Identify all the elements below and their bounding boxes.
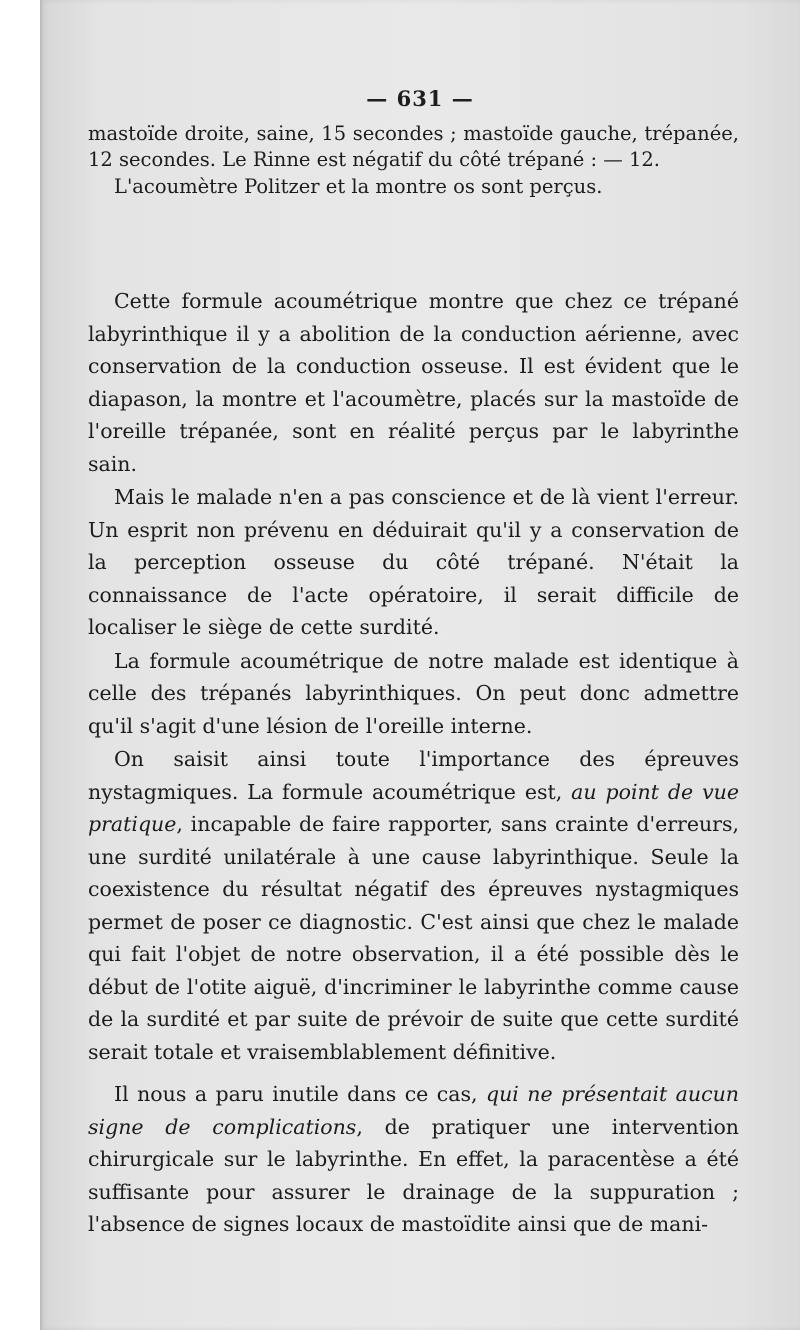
italic-phrase: qui ne présentait aucun signe de complications xyxy=(88,1082,739,1139)
paragraph-nystagmic-tests xyxy=(88,743,739,1068)
text-run: , de pratiquer une intervention chirurgicale sur le labyrinthe. En effet, la paracentèse a été suffisante pour assurer le drainage de la suppuration ; l'absence de signes locaux de mastoïdite ainsi que de mani- xyxy=(88,1114,739,1236)
paragraph-formula: Cette formule acoumétrique montre que chez ce trépané labyrinthique il y a abolition de la conduction aérienne, avec conservation de la conduction osseuse. Il est évident que le diapason, la montre et l'acoumètre, placés sur la mastoïde de l'oreille trépanée, sont en réalité perçus par le labyrinthe sain. xyxy=(88,289,739,476)
paragraph-acoumeter: L'acoumètre Politzer et la montre os sont perçus. xyxy=(114,175,603,198)
text-block-top xyxy=(88,121,739,200)
text-run: Il nous a paru inutile dans ce cas, xyxy=(114,1082,486,1106)
paragraph-identical-formula: La formule acoumétrique de notre malade est identique à celle des trépanés labyrinthiques. On peut donc admettre qu'il s'agit d'une lésion de l'oreille interne. xyxy=(88,648,739,738)
italic-phrase: au point de vue pratique xyxy=(88,779,739,836)
text-run: On saisit ainsi toute l'importance des épreuves nystagmiques. La formule acoumétrique est, xyxy=(88,747,739,804)
book-page xyxy=(40,0,800,1330)
text-block-bottom xyxy=(88,1078,739,1241)
text-block-main xyxy=(88,285,739,1068)
text-run: , incapable de faire rapporter, sans crainte d'erreurs, une surdité unilatérale à une cause labyrinthique. Seule la coexistence du résultat négatif des épreuves nystagmiques permet de poser ce diagnostic. C'est ainsi que chez le malade qui fait l'objet de notre observation, il a été possible dès le début de l'otite aiguë, d'incriminer le labyrinthe comme cause de la surdité et par suite de prévoir de suite que cette surdité serait totale et vraisemblablement définitive. xyxy=(88,812,739,1064)
paragraph-result-continuation: mastoïde droite, saine, 15 secondes ; mastoïde gauche, trépanée, 12 secondes. Le Rinne est négatif du côté trépané : — 12. xyxy=(88,122,739,171)
page-number-header: — 631 — xyxy=(366,86,474,111)
paragraph-error: Mais le malade n'en a pas conscience et de là vient l'erreur. Un esprit non prévenu en déduirait qu'il y a conservation de la perception osseuse du côté trépané. N'était la connaissance de l'acte opératoire, il serait difficile de localiser le siège de cette surdité. xyxy=(88,485,739,639)
paragraph-intervention xyxy=(88,1078,739,1241)
